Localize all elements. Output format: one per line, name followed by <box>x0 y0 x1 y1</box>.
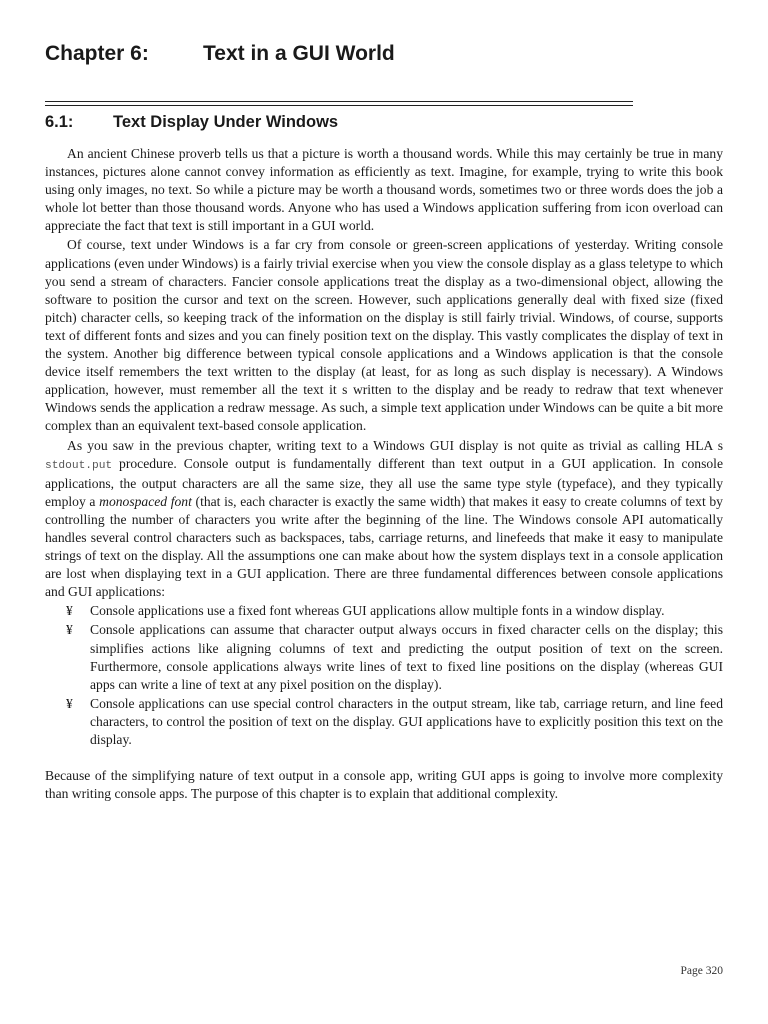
section-heading <box>45 113 338 132</box>
list-item-text: Console applications use a fixed font whereas GUI applications allow multiple fonts in a window display. <box>90 603 665 619</box>
inline-code: stdout.put <box>45 459 113 472</box>
section-number: 6.1: <box>45 113 74 131</box>
list-item <box>45 602 723 620</box>
chapter-number: Chapter 6: <box>45 42 149 65</box>
paragraph-3-part-a: As you saw in the previous chapter, writing text to a Windows GUI display is not quite as trivial as calling HLA s <box>67 437 723 453</box>
section-title: Text Display Under Windows <box>113 113 339 131</box>
emphasis-term: monospaced font <box>99 493 192 509</box>
body-text <box>45 145 723 803</box>
list-item <box>45 695 723 749</box>
chapter-heading <box>45 42 395 66</box>
chapter-title: Text in a GUI World <box>203 42 395 65</box>
paragraph-3-part-c: (that is, each character is exactly the same width) that makes it easy to create columns of text by controlling the number of characters you write after the beginning of the line. The Windows console API automatically handles several control characters such as backspaces, tabs, carriage returns, and linefeeds that make it easy to manipulate strings of text on the display. All the assumptions one can make about how the system displays text in a console application are lost when displaying text in a GUI application. There are three fundamental differences between console applications and GUI applications: <box>45 493 723 600</box>
bullet-icon: ¥ <box>66 622 73 638</box>
list-item-text: Console applications can assume that character output always occurs in fixed character cells on the display; this simplifies actions like aligning columns of text and predicting the output position of text on the screen. Furthermore, console applications always write lines of text to fixed line positions on the display (whereas GUI apps can write a line of text at any pixel position on the display). <box>90 622 723 692</box>
bullet-icon: ¥ <box>66 603 73 619</box>
page-number: Page 320 <box>680 965 723 977</box>
list-item-text: Console applications can use special control characters in the output stream, like tab, carriage return, and line feed characters, to control the position of text on the display. GUI applications have to explicitly position this text on the display. <box>90 695 723 747</box>
closing-paragraph: Because of the simplifying nature of text output in a console app, writing GUI apps is going to involve more complexity than writing console apps. The purpose of this chapter is to explain that additional complexity. <box>45 768 723 802</box>
paragraph-1: An ancient Chinese proverb tells us that a picture is worth a thousand words. While this may certainly be true in many instances, pictures alone cannot convey information as efficiently as text. Imagine, for example, trying to write this book using only images, no text. So while a picture may be worth a thousand words, sometimes two or three words does the job a whole lot better than those thousand words. Anyone who has used a Windows application suffering from icon overload can appreciate the fact that text is still important in a GUI world. <box>45 146 723 234</box>
list-item <box>45 621 723 693</box>
heading-rule-bottom <box>45 105 633 106</box>
paragraph-2: Of course, text under Windows is a far cry from console or green-screen applications of yesterday. Writing console applications (even under Windows) is a fairly trivial exercise when you view the console display as a glass teletype to which you send a stream of characters. Fancier console applications treat the display as a two-dimensional object, allowing the software to position the cursor and text on the screen. However, such applications generally deal with fixed size (fixed pitch) character cells, so keeping track of the information on the display is still fairly trivial. Windows, of course, supports text of different fonts and sizes and you can finely position text on the display. This vastly complicates the display of text in the system. Another big difference between typical console applications and a Windows application is that the console device itself remembers the text written to the display (at least, for as long as such display is necessary). A Windows application, however, must remember all the text it s written to the display and be ready to redraw that text whenever Windows sends the application a redraw message. As such, a simple text application under Windows can be quite a bit more complex than an equivalent text-based console application. <box>45 237 723 434</box>
paragraph-3 <box>45 437 723 602</box>
bullet-icon: ¥ <box>66 695 73 711</box>
paragraph-3-part-b: procedure. Console output is fundamentally different than text output in a GUI application. In console applications, the output characters are all the same size, they all use the same type style (typeface), and they typically employ a <box>45 455 723 509</box>
differences-list <box>45 602 723 749</box>
heading-rule-top <box>45 101 633 102</box>
